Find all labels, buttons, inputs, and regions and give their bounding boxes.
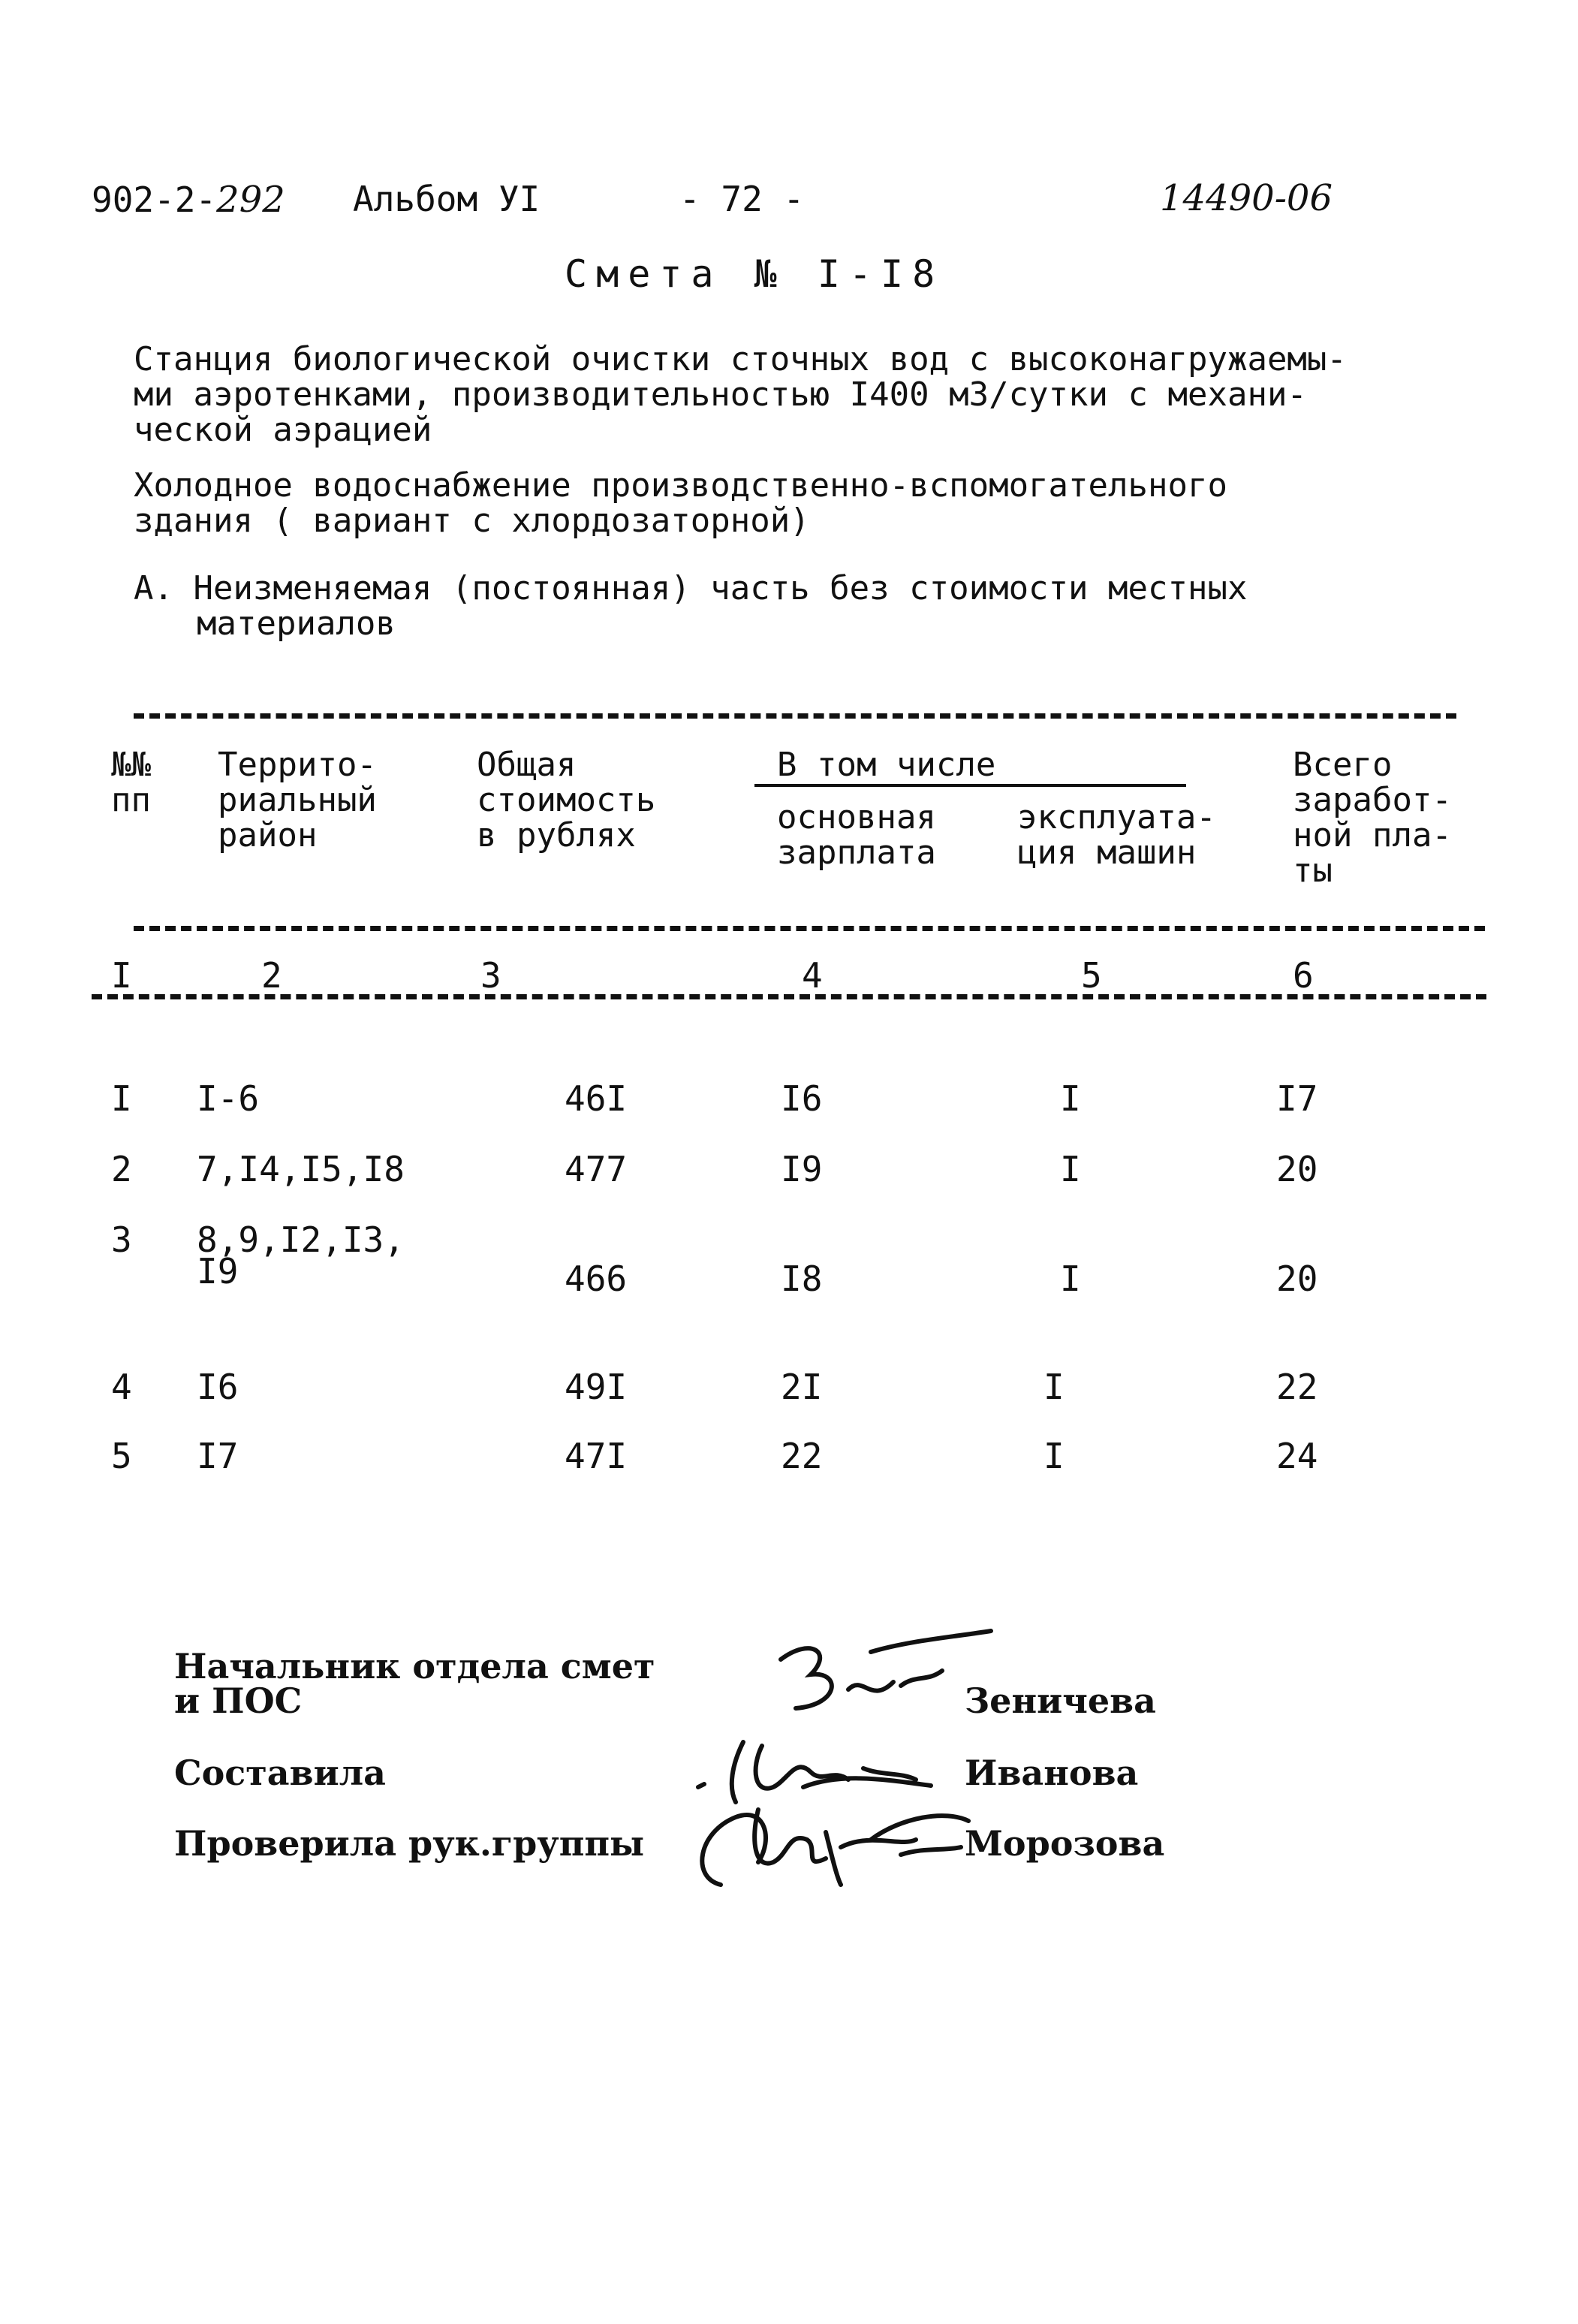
- column-number: 3: [480, 955, 501, 996]
- row-base-salary: I6: [781, 1078, 823, 1119]
- row-total-cost: 49I: [565, 1367, 628, 1407]
- row-number: 3: [111, 1219, 132, 1260]
- header-col-4-line-1: основная: [777, 798, 936, 836]
- row-number: I: [111, 1078, 132, 1119]
- header-col-2-line-2: риальный: [218, 781, 377, 819]
- column-number: I: [111, 955, 132, 996]
- row-base-salary: I8: [781, 1258, 823, 1299]
- row-number: 2: [111, 1149, 132, 1189]
- handwritten-signature-1: [766, 1629, 1006, 1735]
- page-number: - 72 -: [679, 179, 805, 219]
- doc-code-suffix: 292: [216, 179, 285, 221]
- row-number: 4: [111, 1367, 132, 1407]
- header-col-6-line-3: ной пла-: [1293, 816, 1452, 855]
- header-col-3-line-2: стоимость: [477, 781, 656, 819]
- table-top-rule: [134, 713, 1456, 719]
- signer-role: Проверила рук.группы: [174, 1823, 645, 1864]
- header-col-3-line-1: Общая: [477, 746, 577, 784]
- row-region: I6: [197, 1367, 239, 1407]
- signer-role: Начальник отдела смет: [174, 1646, 655, 1686]
- header-col-5-line-2: ция машин: [1017, 833, 1197, 872]
- row-base-salary: I9: [781, 1149, 823, 1189]
- signer-role-continued: и ПОС: [174, 1680, 303, 1721]
- description-line-1: Станция биологической очистки сточных вод с высоконагружаемы-: [134, 340, 1347, 378]
- estimate-title: Смета № I-I8: [565, 252, 944, 296]
- header-col-2-line-3: район: [218, 816, 318, 855]
- header-col-6-line-4: ты: [1293, 852, 1333, 890]
- description-line-4: Холодное водоснабжение производственно-вспомогательного: [134, 466, 1227, 505]
- row-number: 5: [111, 1436, 132, 1476]
- album-label: Альбом УI: [353, 179, 541, 219]
- row-total-wages: 24: [1276, 1436, 1318, 1476]
- handwritten-signature-3: [676, 1787, 976, 1892]
- row-machine-operation: I: [1060, 1149, 1081, 1189]
- column-number: 5: [1081, 955, 1102, 996]
- row-total-cost: 46I: [565, 1078, 628, 1119]
- header-col-3-line-3: в рублях: [477, 816, 636, 855]
- row-region-continued: I9: [197, 1251, 239, 1292]
- row-machine-operation: I: [1043, 1367, 1065, 1407]
- description-line-3: ческой аэрацией: [134, 411, 432, 449]
- row-total-wages: 20: [1276, 1258, 1318, 1299]
- row-machine-operation: I: [1060, 1078, 1081, 1119]
- row-total-cost: 477: [565, 1149, 628, 1189]
- row-base-salary: 2I: [781, 1367, 823, 1407]
- header-group-in-total: В том числе: [777, 746, 996, 784]
- header-group-underline: [754, 784, 1186, 787]
- column-numbers-rule: [92, 994, 1486, 999]
- row-total-wages: 22: [1276, 1367, 1318, 1407]
- row-machine-operation: I: [1060, 1258, 1081, 1299]
- signer-name: Зеничева: [965, 1680, 1156, 1721]
- column-number: 4: [802, 955, 823, 996]
- signer-name: Морозова: [965, 1823, 1165, 1864]
- doc-number: 14490-06: [1160, 177, 1333, 219]
- row-total-cost: 47I: [565, 1436, 628, 1476]
- header-col-1-line-1: №№: [111, 746, 151, 784]
- header-col-6-line-2: заработ-: [1293, 781, 1452, 819]
- row-region: I7: [197, 1436, 239, 1476]
- description-line-7: материалов: [197, 604, 396, 643]
- doc-code: [92, 179, 285, 221]
- row-total-wages: 20: [1276, 1149, 1318, 1189]
- row-region: I-6: [197, 1078, 260, 1119]
- header-col-6-line-1: Всего: [1293, 746, 1393, 784]
- header-col-2-line-1: Террито-: [218, 746, 377, 784]
- signer-role: Составила: [174, 1753, 386, 1793]
- table-header-rule: [134, 926, 1485, 931]
- row-region: 8,9,I2,I3,: [197, 1219, 405, 1260]
- header-col-4-line-2: зарплата: [777, 833, 936, 872]
- header-col-1-line-2: пп: [111, 781, 151, 819]
- column-number: 6: [1293, 955, 1314, 996]
- signer-name: Иванова: [965, 1753, 1139, 1793]
- row-machine-operation: I: [1043, 1436, 1065, 1476]
- header-col-5-line-1: эксплуата-: [1017, 798, 1216, 836]
- row-total-cost: 466: [565, 1258, 628, 1299]
- description-line-6: А. Неизменяемая (постоянная) часть без стоимости местных: [134, 569, 1248, 607]
- row-total-wages: I7: [1276, 1078, 1318, 1119]
- doc-code-prefix: 902-2-: [92, 179, 217, 220]
- description-line-2: ми аэротенками, производительностью I400 м3/сутки с механи-: [134, 375, 1307, 414]
- row-region: 7,I4,I5,I8: [197, 1149, 405, 1189]
- description-line-5: здания ( вариант с хлордозаторной): [134, 502, 810, 540]
- row-base-salary: 22: [781, 1436, 823, 1476]
- column-number: 2: [261, 955, 282, 996]
